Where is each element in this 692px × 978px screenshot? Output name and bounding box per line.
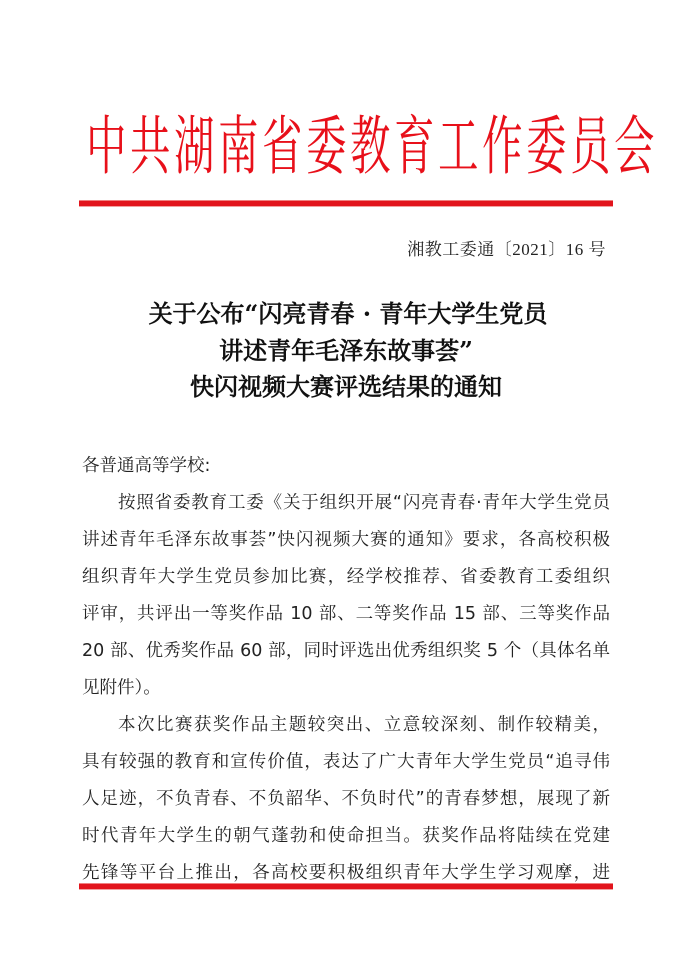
masthead-red-divider — [79, 201, 613, 206]
title-line-1: 关于公布“闪亮青春 · 青年大学生党员 — [148, 299, 548, 328]
masthead-char: 南 — [218, 110, 259, 185]
paragraph-line: 20 部、优秀奖作品 60 部，同时评选出优秀组织奖 5 个（具体名单 — [82, 641, 610, 661]
footer-red-divider — [79, 884, 613, 889]
paragraph-line: 本次比赛获奖作品主题较突出、立意较深刻、制作较精美， — [118, 715, 610, 735]
paragraph-line: 具有较强的教育和宣传价值，表达了广大青年大学生党员“追寻伟 — [82, 752, 610, 772]
masthead-char: 工 — [438, 110, 479, 185]
paragraph-line: 先锋等平台上推出，各高校要积极组织青年大学生学习观摩，进 — [82, 863, 610, 883]
masthead-char: 作 — [482, 110, 523, 185]
title-line-2: 讲述青年毛泽东故事荟” — [219, 335, 473, 365]
masthead-char: 中 — [86, 110, 127, 185]
paragraph-line: 讲述青年毛泽东故事荟”快闪视频大赛的通知》要求，各高校积极 — [82, 530, 610, 550]
paragraph-line: 评审，共评出一等奖作品 10 部、二等奖作品 15 部、三等奖作品 — [82, 604, 610, 624]
paragraph-line: 见附件）。 — [82, 678, 161, 698]
paragraph-line: 按照省委教育工委《关于组织开展“闪亮青春·青年大学生党员 — [118, 493, 610, 513]
masthead-char: 省 — [262, 110, 303, 185]
issuer-masthead — [80, 108, 655, 188]
paragraph-2 — [82, 707, 610, 892]
document-title — [60, 296, 632, 406]
masthead-char: 共 — [130, 110, 171, 185]
masthead-char: 委 — [306, 110, 347, 185]
title-line-3: 快闪视频大赛评选结果的通知 — [190, 372, 502, 401]
masthead-char: 员 — [570, 110, 611, 185]
paragraph-line: 组织青年大学生党员参加比赛，经学校推荐、省委教育工委组织 — [82, 567, 610, 587]
document-body — [82, 448, 610, 892]
document-number: 湘教工委通〔2021〕16 号 — [407, 240, 606, 259]
masthead-char: 湖 — [174, 110, 215, 185]
masthead-char: 育 — [394, 110, 435, 185]
masthead-char: 会 — [614, 110, 655, 185]
paragraph-line: 时代青年大学生的朝气蓬勃和使命担当。获奖作品将陆续在党建 — [82, 826, 610, 846]
paragraph-1 — [82, 485, 610, 707]
masthead-char: 教 — [350, 110, 391, 185]
masthead-char: 委 — [526, 110, 567, 185]
paragraph-line: 人足迹，不负青春、不负韶华、不负时代”的青春梦想，展现了新 — [82, 789, 610, 809]
salutation: 各普通高等学校: — [82, 456, 211, 476]
